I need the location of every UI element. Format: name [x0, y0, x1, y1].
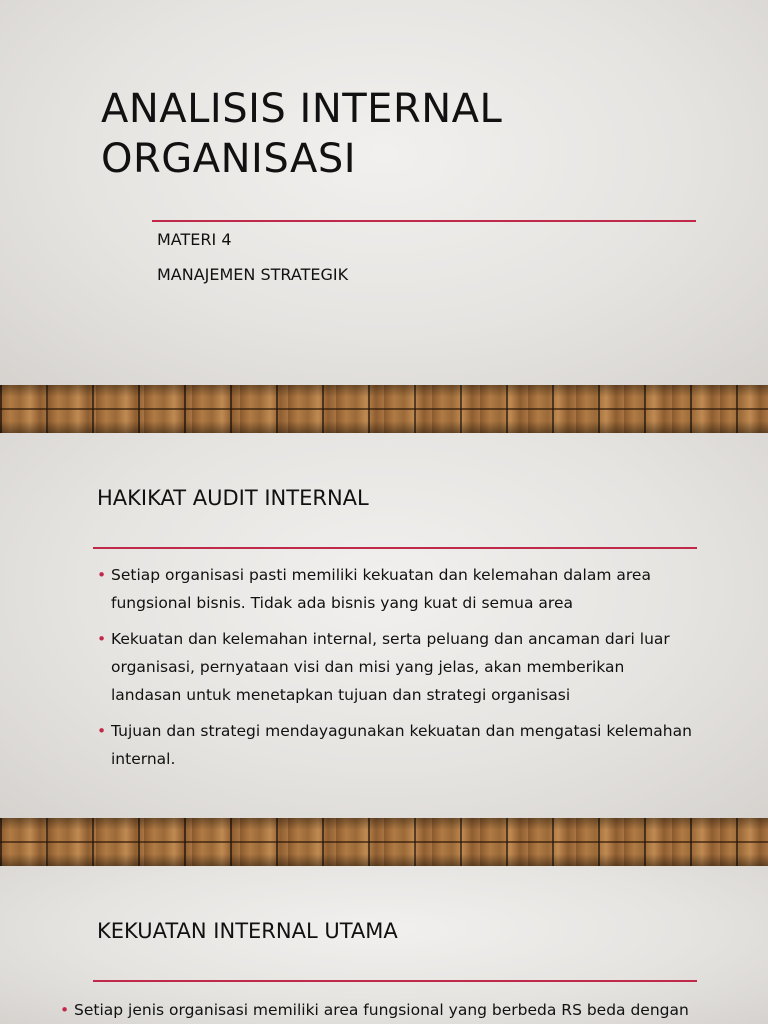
title-line-1: ANALISIS INTERNAL	[101, 86, 503, 132]
wood-floor-strip	[0, 818, 768, 866]
bullet-list	[60, 996, 740, 1024]
heading-divider	[93, 547, 697, 549]
wood-floor-strip	[0, 385, 768, 433]
bullet-text: Kekuatan dan kelemahan internal, serta peluang dan ancaman dari luar organisasi, pernyataan visi dan misi yang jelas, akan memberikan landasan untuk menetapkan tujuan dan strategi organisasi	[111, 630, 670, 704]
list-item	[97, 625, 697, 709]
list-item	[97, 717, 697, 773]
list-item	[97, 561, 697, 617]
list-item	[60, 996, 740, 1024]
presentation-title	[101, 84, 502, 184]
bullet-text: Setiap organisasi pasti memiliki kekuatan dan kelemahan dalam area fungsional bisnis. Tidak ada bisnis yang kuat di semua area	[111, 566, 651, 612]
subtitle-materi: MATERI 4	[157, 230, 232, 249]
bullet-icon: •	[97, 722, 107, 740]
heading-divider	[93, 980, 697, 982]
bullet-icon: •	[97, 630, 107, 648]
bullet-icon: •	[97, 566, 107, 584]
bullet-text: Setiap jenis organisasi memiliki area fungsional yang berbeda RS beda dengan	[74, 1001, 689, 1019]
bullet-text: Tujuan dan strategi mendayagunakan kekuatan dan mengatasi kelemahan internal.	[111, 722, 692, 768]
slide-hakikat	[0, 433, 768, 818]
slide-heading: KEKUATAN INTERNAL UTAMA	[97, 919, 398, 943]
bullet-icon: •	[60, 1001, 70, 1019]
bullet-list	[97, 561, 697, 781]
slide-title	[0, 0, 768, 385]
slide-kekuatan	[0, 866, 768, 1024]
slide-heading: HAKIKAT AUDIT INTERNAL	[97, 486, 369, 510]
title-divider	[152, 220, 696, 222]
subtitle-course: MANAJEMEN STRATEGIK	[157, 265, 349, 284]
title-line-2: ORGANISASI	[101, 136, 357, 182]
